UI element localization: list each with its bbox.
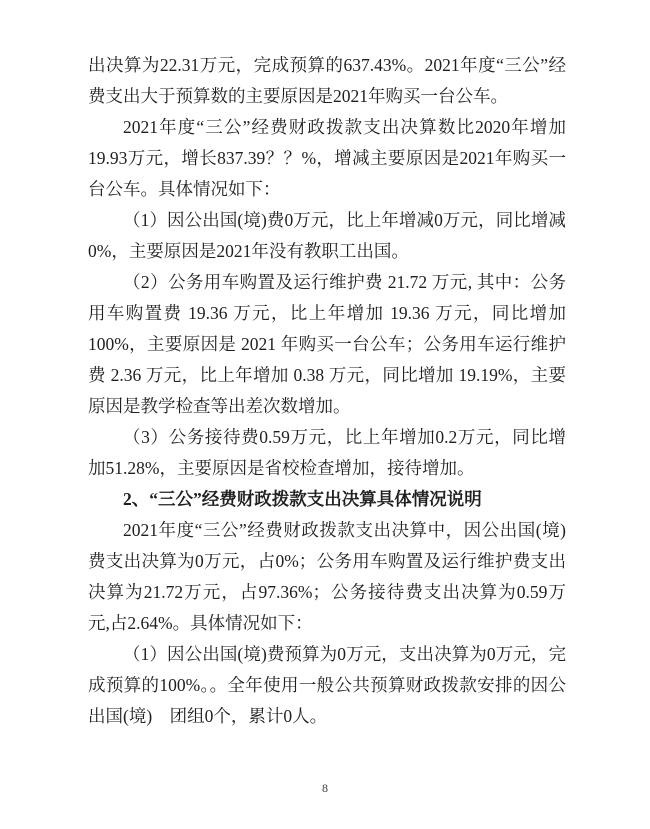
paragraph-decision-breakdown: 2021年度“三公”经费财政拨款支出决算中，因公出国(境)费支出决算为0万元，占0%；公务用车购置及运行维护费支出决算为21.72万元，占97.36%；公务接待费支出决算为0.59万元,占2.64%。具体情况如下： — [88, 520, 566, 633]
paragraph-item2-vehicle-fee: （2）公务用车购置及运行维护费 21.72 万元, 其中：公务用车购置费 19.36 万元，比上年增加 19.36 万元，同比增加 100%，主要原因是 2021 年购买一台公车；公务用车运行维护费 2.36 万元，比上年增加 0.38 万元，同比增加 19.19%，主要原因是教学检查等出差次数增加。 — [88, 272, 566, 416]
paragraph-abroad-budget-detail: （1）因公出国(境)费预算为0万元，支出决算为0万元，完成预算的100%。。全年使用一般公共预算财政拨款安排的因公出国(境) 团组0个，累计0人。 — [88, 644, 566, 726]
paragraph-continuation: 出决算为22.31万元，完成预算的637.43%。2021年度“三公”经费支出大于预算数的主要原因是2021年购买一台公车。 — [88, 55, 566, 106]
page-number: 8 — [322, 781, 328, 795]
paragraph-item1-abroad-fee: （1）因公出国(境)费0万元，比上年增减0万元，同比增减0%，主要原因是2021年没有教职工出国。 — [88, 210, 566, 261]
paragraph-total-change: 2021年度“三公”经费财政拨款支出决算数比2020年增加19.93万元，增长837.39？？%，增减主要原因是2021年购买一台公车。具体情况如下： — [88, 117, 566, 199]
paragraph-item3-reception-fee: （3）公务接待费0.59万元，比上年增加0.2万元，同比增加51.28%，主要原因是省校检查增加，接待增加。 — [88, 427, 566, 478]
document-body-text — [88, 50, 566, 732]
section-heading-2: 2、“三公”经费财政拨款支出决算具体情况说明 — [123, 489, 482, 509]
